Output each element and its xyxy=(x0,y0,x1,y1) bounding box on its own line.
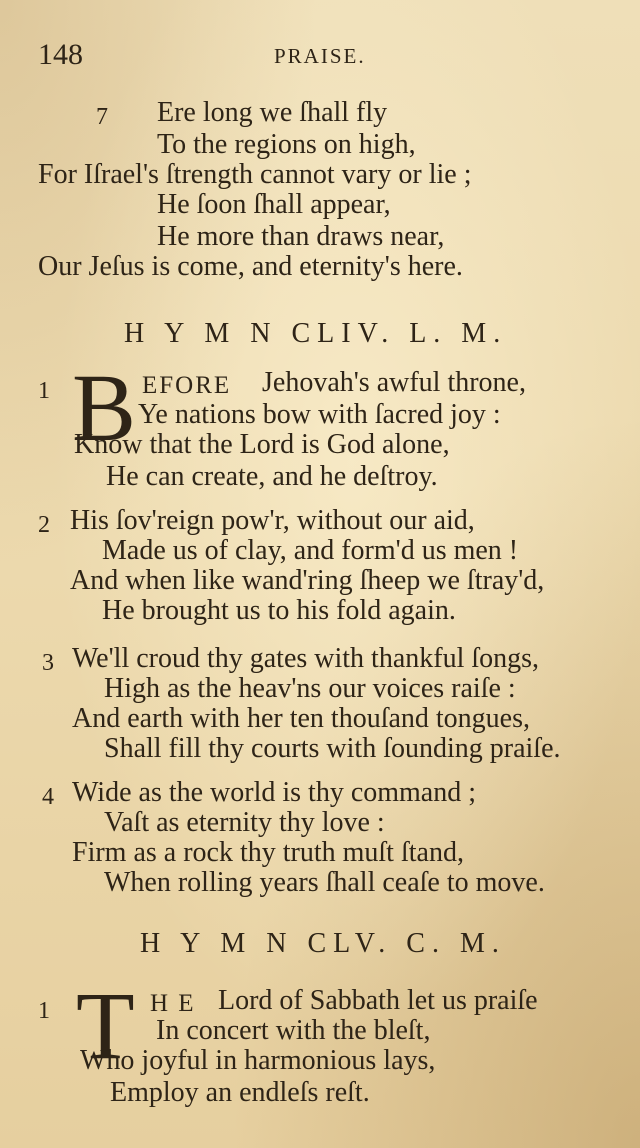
drop-cap: T xyxy=(76,972,135,1079)
verse-line: Ere long we ſhall fly xyxy=(157,97,388,128)
hymn-title: H Y M N CLV. C. M. xyxy=(140,928,506,959)
page-number: 148 xyxy=(38,38,83,71)
verse-line: In concert with the bleſt, xyxy=(156,1015,431,1046)
stanza-number: 4 xyxy=(42,784,54,810)
verse-line: He ſoon ſhall appear, xyxy=(157,189,391,220)
verse-number: 7 xyxy=(96,104,108,130)
first-word-caps: EFORE xyxy=(142,372,232,399)
verse-line: Vaſt as eternity thy love : xyxy=(104,807,385,838)
verse-line: Ye nations bow with ſacred joy : xyxy=(138,399,501,430)
verse-line: When rolling years ſhall ceaſe to move. xyxy=(104,867,545,898)
verse-line: For Iſrael's ſtrength cannot vary or lie ; xyxy=(38,159,472,190)
verse-line: We'll croud thy gates with thankful ſongs, xyxy=(72,643,540,674)
verse-line: And earth with her ten thouſand tongues, xyxy=(72,703,531,734)
verse-line: Our Jeſus is come, and eternity's here. xyxy=(38,251,463,282)
verse-line: He more than draws near, xyxy=(157,221,445,252)
verse-line: He can create, and he deſtroy. xyxy=(106,461,438,492)
drop-cap: B xyxy=(72,354,137,461)
verse-line: Who joyful in harmonious lays, xyxy=(80,1045,436,1076)
verse-line: Employ an endleſs reſt. xyxy=(110,1077,370,1108)
running-title: PRAISE. xyxy=(274,44,366,68)
verse-line: Lord of Sabbath let us praiſe xyxy=(218,985,538,1016)
verse-line: Jehovah's awful throne, xyxy=(262,367,526,398)
verse-line: His ſov'reign pow'r, without our aid, xyxy=(70,505,475,536)
stanza-number: 3 xyxy=(42,650,54,676)
verse-line: Know that the Lord is God alone, xyxy=(74,429,450,460)
verse-line: To the regions on high, xyxy=(157,129,416,160)
stanza-number: 2 xyxy=(38,512,50,538)
stanza-number: 1 xyxy=(38,998,50,1024)
verse-line: He brought us to his fold again. xyxy=(102,595,456,626)
verse-line: Wide as the world is thy command ; xyxy=(72,777,477,808)
hymn-title: H Y M N CLIV. L. M. xyxy=(124,318,508,349)
verse-line: Made us of clay, and form'd us men ! xyxy=(102,535,519,566)
verse-line: And when like wand'ring ſheep we ſtray'd, xyxy=(70,565,545,596)
first-word-caps: H E xyxy=(150,990,196,1017)
stanza-number: 1 xyxy=(38,378,50,404)
verse-line: Shall fill thy courts with ſounding praiſe. xyxy=(104,733,561,764)
verse-line: High as the heav'ns our voices raiſe : xyxy=(104,673,516,704)
verse-line: Firm as a rock thy truth muſt ſtand, xyxy=(72,837,464,868)
